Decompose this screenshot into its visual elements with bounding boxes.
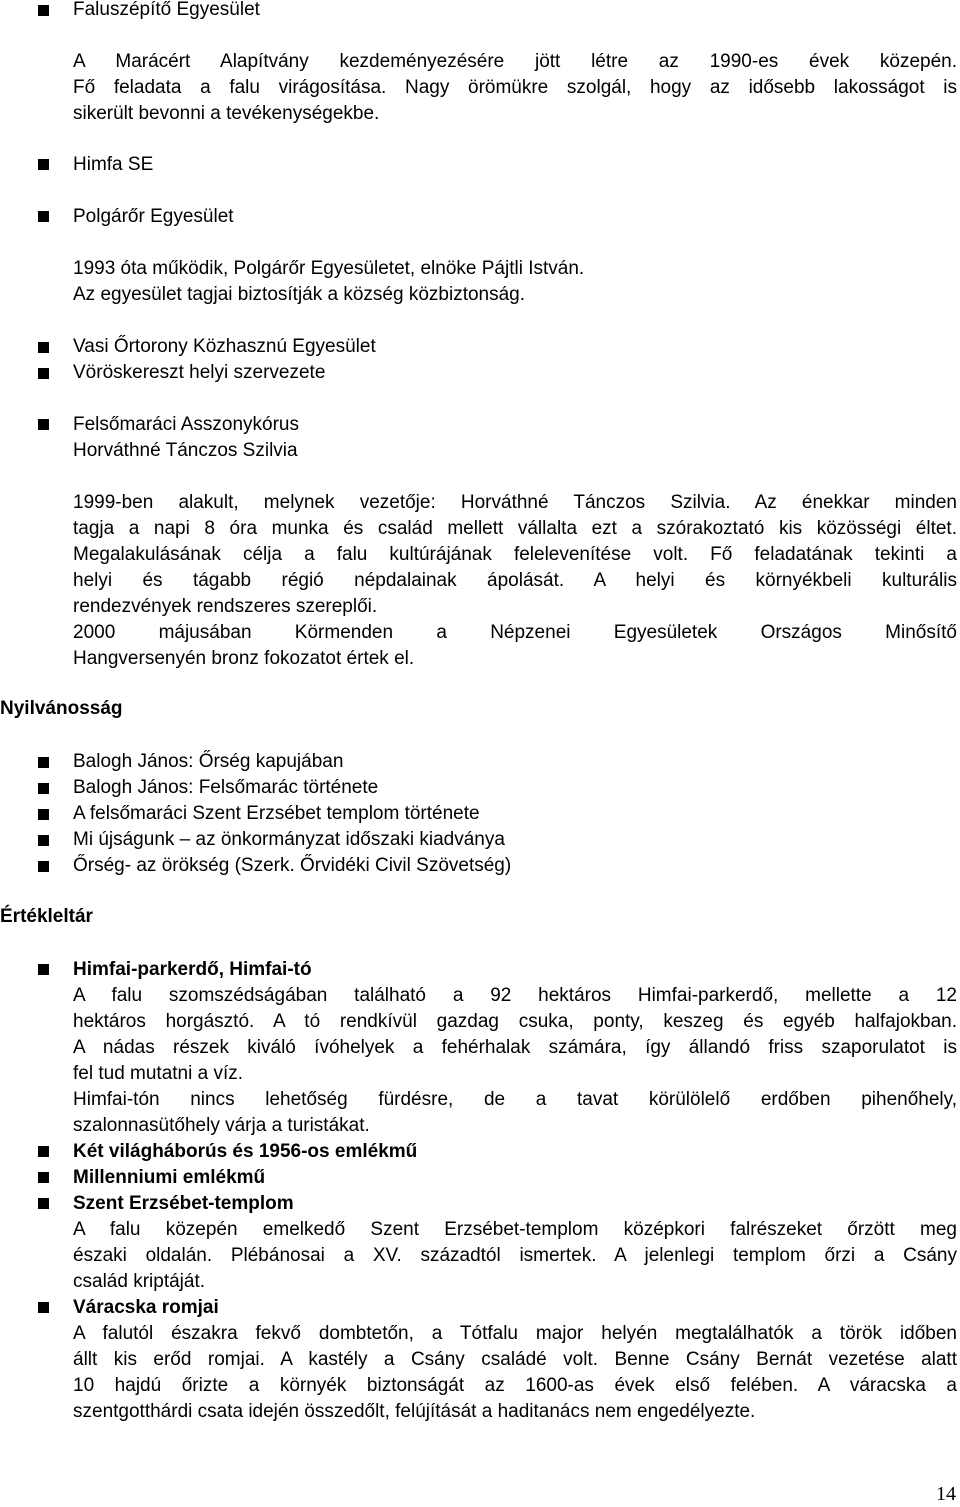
himfai-line-3: A nádas részek kiváló ívóhelyek a fehérhalak számára, így állandó friss szaporulatot is bbox=[73, 1037, 957, 1058]
bullet-icon bbox=[38, 757, 49, 768]
mill-title: Millenniumi emlékmű bbox=[73, 1167, 266, 1188]
himfa-title: Himfa SE bbox=[73, 154, 154, 175]
bullet-icon bbox=[38, 809, 49, 820]
kor-line-6: 2000 májusában Körmenden a Népzenei Egyesületek Országos Minősítő bbox=[73, 622, 957, 643]
szent-line-3: család kriptáját. bbox=[73, 1271, 206, 1292]
ertekleltar-heading: Értékleltár bbox=[0, 906, 93, 927]
szent-title: Szent Erzsébet-templom bbox=[73, 1193, 294, 1214]
bullet-icon bbox=[38, 1172, 49, 1183]
szent-line-2: északi oldalán. Plébánosai a XV. századtól ismertek. A jelenlegi templom őrzi a Csány bbox=[73, 1245, 957, 1266]
kor-line-2: tagja a napi 8 óra munka és család mellett vállalta ezt a szórakoztató kis közösségi éltet. bbox=[73, 518, 957, 539]
polgaror-line-1: 1993 óta működik, Polgárőr Egyesületet, elnöke Pájtli István. bbox=[73, 258, 585, 279]
varacska-line-1: A falutól északra fekvő dombtetőn, a Tótfalu major helyén megtalálhatók a török időben bbox=[73, 1323, 957, 1344]
page-number: 14 bbox=[936, 1483, 956, 1505]
kor-line-4: helyi és tágabb régió népdalainak ápolását. A helyi és környékbeli kulturális bbox=[73, 570, 957, 591]
bullet-icon bbox=[38, 211, 49, 222]
bullet-icon bbox=[38, 783, 49, 794]
bullet-icon bbox=[38, 368, 49, 379]
varacska-line-4: szentgotthárdi csata idején összedőlt, felújítását a haditanács nem engedélyezte. bbox=[73, 1401, 756, 1422]
nyilv-item: Mi újságunk – az önkormányzat időszaki kiadványa bbox=[73, 829, 505, 850]
kor-title: Felsőmaráci Asszonykórus bbox=[73, 414, 299, 435]
kor-line-5: rendezvények rendszeres szereplői. bbox=[73, 596, 378, 617]
himfai-line-4: fel tud mutatni a víz. bbox=[73, 1063, 244, 1084]
kor-line-7: Hangversenyén bronz fokozatot értek el. bbox=[73, 648, 415, 669]
falusz-line-1: A Marácért Alapítvány kezdeményezésére jött létre az 1990-es évek közepén. bbox=[73, 51, 957, 72]
nyilv-item: Balogh János: Őrség kapujában bbox=[73, 751, 344, 772]
polgaror-line-2: Az egyesület tagjai biztosítják a község közbiztonság. bbox=[73, 284, 526, 305]
bullet-icon bbox=[38, 1198, 49, 1209]
varacska-line-2: állt kis erőd romjai. A kastély a Csány családé volt. Benne Csány Bernát vezetése alatt bbox=[73, 1349, 957, 1370]
falusz-line-3: sikerült bevonni a tevékenységekbe. bbox=[73, 103, 380, 124]
ket-title: Két világháborús és 1956-os emlékmű bbox=[73, 1141, 418, 1162]
himfai-line-6: szalonnasütőhely várja a turistákat. bbox=[73, 1115, 370, 1136]
himfai-line-5: Himfai-tón nincs lehetőség fürdésre, de a tavat körülölelő erdőben pihenőhely, bbox=[73, 1089, 957, 1110]
nyilv-item: A felsőmaráci Szent Erzsébet templom története bbox=[73, 803, 480, 824]
kor-line-1: 1999-ben alakult, melynek vezetője: Horváthné Tánczos Szilvia. Az énekkar minden bbox=[73, 492, 957, 513]
bullet-icon bbox=[38, 159, 49, 170]
himfai-line-1: A falu szomszédságában található a 92 hektáros Himfai-parkerdő, mellette a 12 bbox=[73, 985, 957, 1006]
bullet-icon bbox=[38, 964, 49, 975]
varacska-title: Váracska romjai bbox=[73, 1297, 219, 1318]
voros-title: Vöröskereszt helyi szervezete bbox=[73, 362, 326, 383]
bullet-icon bbox=[38, 342, 49, 353]
himfai-line-2: hektáros horgásztó. A tó rendkívül gazdag csuka, ponty, keszeg és egyéb halfajokban. bbox=[73, 1011, 957, 1032]
kor-subtitle: Horváthné Tánczos Szilvia bbox=[73, 440, 298, 461]
nyilv-item: Őrség- az örökség (Szerk. Őrvidéki Civil Szövetség) bbox=[73, 855, 512, 876]
polgaror-title: Polgárőr Egyesület bbox=[73, 206, 234, 227]
bullet-icon bbox=[38, 419, 49, 430]
vasi-title: Vasi Őrtorony Közhasznú Egyesület bbox=[73, 336, 376, 357]
bullet-icon bbox=[38, 5, 49, 16]
bullet-icon bbox=[38, 835, 49, 846]
szent-line-1: A falu közepén emelkedő Szent Erzsébet-templom középkori falrészeket őrzött meg bbox=[73, 1219, 957, 1240]
falusz-line-2: Fő feladata a falu virágosítása. Nagy örömükre szolgál, hogy az idősebb lakosságot is bbox=[73, 77, 957, 98]
nyilvanossag-heading: Nyilvánosság bbox=[0, 698, 123, 719]
bullet-icon bbox=[38, 1146, 49, 1157]
falusz-title: Faluszépítő Egyesület bbox=[73, 0, 260, 20]
himfai-title: Himfai-parkerdő, Himfai-tó bbox=[73, 959, 312, 980]
bullet-icon bbox=[38, 1302, 49, 1313]
bullet-icon bbox=[38, 861, 49, 872]
varacska-line-3: 10 hajdú őrizte a környék biztonságát az 1600-as évek első felében. A váracska a bbox=[73, 1375, 957, 1396]
kor-line-3: Megalakulásának célja a falu kultúrájának felelevenítése volt. Fő feladatának tekinti a bbox=[73, 544, 957, 565]
nyilv-item: Balogh János: Felsőmarác története bbox=[73, 777, 379, 798]
